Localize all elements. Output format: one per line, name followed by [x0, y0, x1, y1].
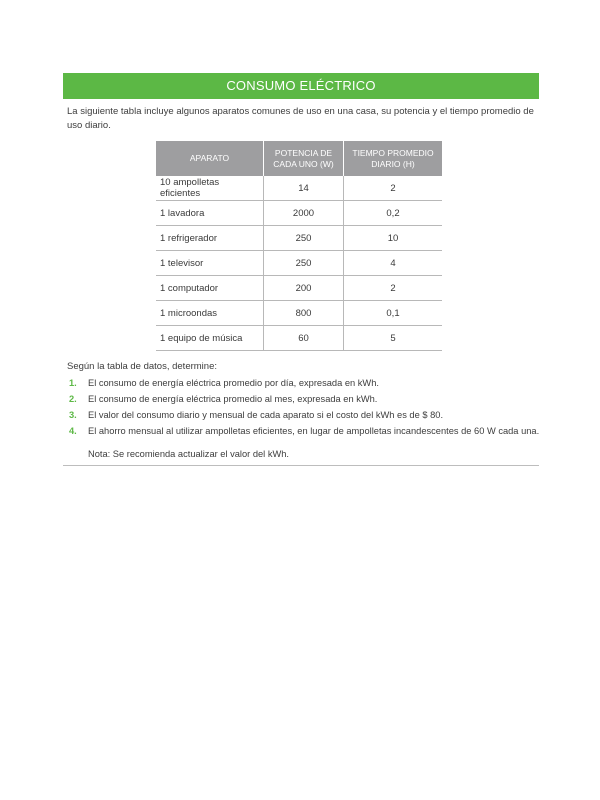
question-number: 4.	[69, 426, 77, 436]
cell-tiempo: 0,1	[344, 301, 443, 326]
cell-aparato: 1 lavadora	[156, 201, 264, 226]
list-item	[67, 376, 542, 392]
intro-paragraph: La siguiente tabla incluye algunos aparatos comunes de uso en una casa, su potencia y el tiempo promedio de uso diario.	[67, 106, 534, 131]
list-item	[67, 392, 542, 408]
questions-list	[67, 376, 542, 440]
table-row	[156, 301, 442, 326]
section-title: CONSUMO ELÉCTRICO	[226, 78, 376, 93]
question-text: El ahorro mensual al utilizar ampolletas eficientes, en lugar de ampolletas incandescentes de 60 W cada una.	[88, 426, 540, 436]
section-title-banner	[63, 73, 539, 99]
cell-potencia: 60	[264, 326, 344, 351]
appliance-table	[156, 141, 442, 351]
cell-potencia: 14	[264, 176, 344, 201]
cell-tiempo: 5	[344, 326, 443, 351]
cell-tiempo: 10	[344, 226, 443, 251]
table-row	[156, 176, 442, 201]
cell-aparato: 1 equipo de música	[156, 326, 264, 351]
table-header-row	[156, 141, 442, 176]
question-text: El consumo de energía eléctrica promedio por día, expresada en kWh.	[88, 378, 379, 388]
questions-lead: Según la tabla de datos, determine:	[67, 361, 217, 372]
cell-tiempo: 2	[344, 176, 443, 201]
header-tiempo: TIEMPO PROMEDIO DIARIO (H)	[344, 141, 443, 176]
bottom-divider	[63, 465, 539, 466]
table-row	[156, 201, 442, 226]
cell-tiempo: 2	[344, 276, 443, 301]
note-text: Nota: Se recomienda actualizar el valor del kWh.	[88, 449, 290, 459]
question-text: El consumo de energía eléctrica promedio al mes, expresada en kWh.	[88, 394, 378, 404]
cell-potencia: 250	[264, 226, 344, 251]
question-text: El valor del consumo diario y mensual de cada aparato si el costo del kWh es de $ 80.	[88, 410, 444, 420]
list-item	[67, 424, 542, 440]
header-aparato: APARATO	[156, 141, 264, 176]
header-potencia: POTENCIA DE CADA UNO (W)	[264, 141, 344, 176]
cell-aparato: 1 computador	[156, 276, 264, 301]
cell-potencia: 800	[264, 301, 344, 326]
table-row	[156, 251, 442, 276]
question-number: 2.	[69, 394, 77, 404]
cell-potencia: 250	[264, 251, 344, 276]
table-row	[156, 326, 442, 351]
cell-aparato: 1 microondas	[156, 301, 264, 326]
cell-tiempo: 4	[344, 251, 443, 276]
cell-aparato: 1 televisor	[156, 251, 264, 276]
table-row	[156, 276, 442, 301]
cell-tiempo: 0,2	[344, 201, 443, 226]
table-row	[156, 226, 442, 251]
cell-potencia: 200	[264, 276, 344, 301]
question-number: 3.	[69, 410, 77, 420]
list-item	[67, 408, 542, 424]
cell-aparato: 10 ampolletas eficientes	[156, 176, 264, 201]
question-number: 1.	[69, 378, 77, 388]
cell-aparato: 1 refrigerador	[156, 226, 264, 251]
cell-potencia: 2000	[264, 201, 344, 226]
